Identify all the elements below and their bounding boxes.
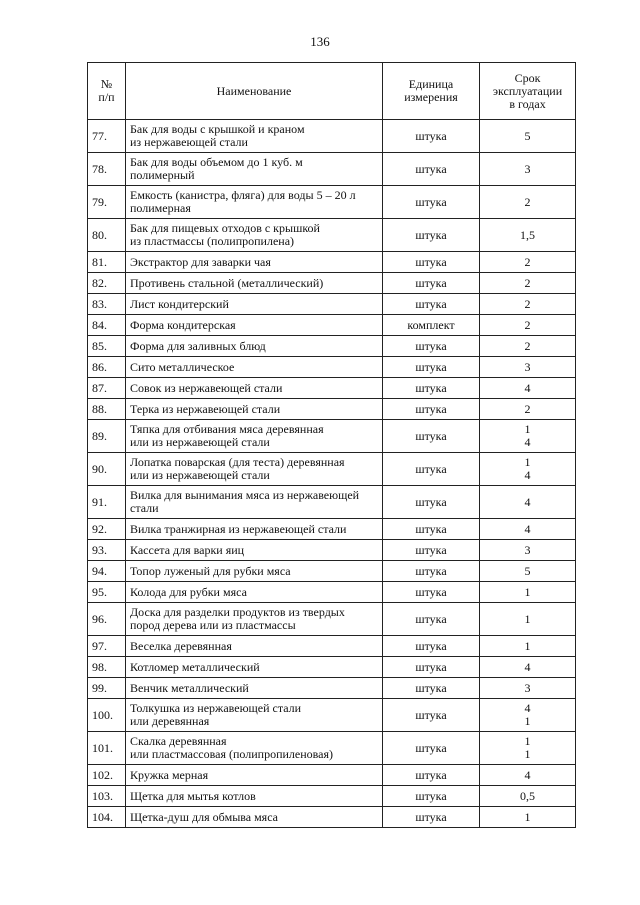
row-number: 88. [88,399,126,420]
item-unit: штука [383,294,480,315]
item-name [126,273,383,294]
service-life-value: 1 [524,734,531,748]
item-service-life [480,315,576,336]
row-number: 78. [88,153,126,186]
item-name-line: из пластмассы (полипропилена) [130,234,295,248]
table-row [88,699,576,732]
item-name-line: или из нержавеющей стали [130,468,270,482]
table-row [88,657,576,678]
item-name [126,294,383,315]
table-row [88,540,576,561]
header-term-line: в годах [509,96,546,111]
item-name-line: Венчик металлический [130,680,249,695]
item-service-life [480,378,576,399]
service-life-value: 4 [524,659,531,674]
service-life-value: 3 [524,161,531,176]
item-name [126,399,383,420]
item-unit: штука [383,519,480,540]
item-service-life [480,582,576,603]
item-service-life [480,219,576,252]
table-row [88,786,576,807]
item-name-line: Кружка мерная [130,767,209,782]
service-life-value: 2 [524,275,531,290]
service-life-value: 5 [524,563,531,578]
service-life-value: 1 [524,638,531,653]
table-row [88,420,576,453]
row-number: 77. [88,120,126,153]
table-body [88,120,576,828]
row-number: 94. [88,561,126,582]
item-service-life [480,636,576,657]
item-name-line: Противень стальной (металлический) [130,275,324,290]
item-name-line: Кассета для варки яиц [130,542,245,557]
item-name [126,153,383,186]
item-unit: штука [383,486,480,519]
header-term-line: эксплуатации [492,83,563,98]
header-unit-line: измерения [404,90,458,104]
row-number: 83. [88,294,126,315]
item-unit: штука [383,378,480,399]
item-unit: штука [383,420,480,453]
item-service-life [480,603,576,636]
table-row [88,519,576,540]
service-life-value: 2 [524,254,531,269]
service-life-value: 0,5 [520,788,535,803]
table-row [88,399,576,420]
item-service-life [480,561,576,582]
item-name [126,732,383,765]
service-life-value: 1 [524,422,531,436]
row-number: 98. [88,657,126,678]
service-life-value: 5 [524,128,531,143]
item-service-life [480,453,576,486]
table-row [88,636,576,657]
service-life-value: 4 [524,521,531,536]
item-unit: штука [383,453,480,486]
item-service-life [480,486,576,519]
item-name [126,519,383,540]
item-service-life [480,252,576,273]
item-name-line: Топор луженый для рубки мяса [130,563,291,578]
item-unit: штука [383,357,480,378]
item-name-line: Тяпка для отбивания мяса деревянная [130,422,324,436]
service-life-value: 2 [524,338,531,353]
row-number: 82. [88,273,126,294]
table-row [88,453,576,486]
service-life-value: 1 [524,584,531,599]
item-name-line: Щетка-душ для обмыва мяса [130,809,278,824]
row-number: 102. [88,765,126,786]
item-name-line: Вилка для вынимания мяса из нержавеющей [130,488,360,502]
item-service-life [480,357,576,378]
item-unit: штука [383,699,480,732]
item-unit: штука [383,636,480,657]
item-unit: штука [383,807,480,828]
table-row [88,765,576,786]
table-row [88,732,576,765]
table-row [88,561,576,582]
item-service-life [480,153,576,186]
table-row [88,582,576,603]
item-name [126,582,383,603]
table-row [88,186,576,219]
item-name [126,420,383,453]
service-life-value: 1 [524,809,531,824]
item-name-line: Щетка для мытья котлов [130,788,256,803]
service-life-value: 4 [524,468,531,482]
item-unit: штука [383,561,480,582]
item-unit: штука [383,657,480,678]
item-name [126,699,383,732]
header-num-line: № [100,77,113,91]
item-name-line: Скалка деревянная [130,734,227,748]
item-service-life [480,765,576,786]
row-number: 100. [88,699,126,732]
table-row [88,315,576,336]
item-unit: штука [383,786,480,807]
item-name-line: стали [130,501,159,515]
item-name [126,765,383,786]
item-name-line: Форма для заливных блюд [130,338,266,353]
row-number: 99. [88,678,126,699]
item-unit: штука [383,273,480,294]
item-name [126,486,383,519]
service-life-value: 4 [524,494,531,509]
service-life-value: 2 [524,401,531,416]
equipment-table [87,62,576,828]
item-unit: штука [383,399,480,420]
item-name [126,807,383,828]
row-number: 101. [88,732,126,765]
service-life-value: 1 [524,455,531,469]
item-name-line: Бак для воды с крышкой и краном [130,122,305,136]
item-name [126,603,383,636]
row-number: 93. [88,540,126,561]
row-number: 95. [88,582,126,603]
item-name-line: Бак для воды объемом до 1 куб. м [130,155,303,169]
item-service-life [480,786,576,807]
item-name [126,219,383,252]
header-name-line: Наименование [216,83,292,98]
item-name [126,252,383,273]
row-number: 85. [88,336,126,357]
item-unit: штука [383,252,480,273]
row-number: 79. [88,186,126,219]
item-name-line: Сито металлическое [130,359,235,374]
service-life-value: 3 [524,542,531,557]
item-name [126,540,383,561]
table-row [88,219,576,252]
table-row [88,252,576,273]
item-unit: штука [383,765,480,786]
table-row [88,336,576,357]
row-number: 92. [88,519,126,540]
table-row [88,153,576,186]
item-service-life [480,519,576,540]
item-unit: штука [383,336,480,357]
item-unit: штука [383,582,480,603]
row-number: 96. [88,603,126,636]
item-service-life [480,399,576,420]
item-name-line: или из нержавеющей стали [130,435,270,449]
service-life-value: 4 [524,767,531,782]
item-service-life [480,540,576,561]
service-life-value: 1 [524,747,531,761]
item-name-line: Котломер металлический [130,659,260,674]
item-name-line: или пластмассовая (полипропиленовая) [130,747,334,761]
header-unit-line: Единица [408,77,454,91]
item-name-line: полимерная [130,201,191,215]
service-life-value: 2 [524,194,531,209]
page-number: 136 [310,34,330,49]
item-service-life [480,732,576,765]
row-number: 91. [88,486,126,519]
row-number: 90. [88,453,126,486]
row-number: 86. [88,357,126,378]
row-number: 80. [88,219,126,252]
item-name [126,378,383,399]
item-unit: штука [383,219,480,252]
item-name-line: полимерный [130,168,195,182]
item-name [126,636,383,657]
service-life-value: 2 [524,296,531,311]
item-unit: штука [383,153,480,186]
item-name [126,357,383,378]
table-row [88,807,576,828]
table-row [88,294,576,315]
service-life-value: 1 [524,714,531,728]
item-unit: штука [383,540,480,561]
row-number: 104. [88,807,126,828]
item-name [126,120,383,153]
item-name [126,453,383,486]
service-life-value: 1,5 [520,227,535,242]
table-header [88,63,576,120]
item-name-line: Доска для разделки продуктов из твердых [130,605,345,619]
table-row [88,273,576,294]
item-name-line: из нержавеющей стали [130,135,248,149]
item-name [126,561,383,582]
item-unit: штука [383,603,480,636]
item-name [126,336,383,357]
item-service-life [480,678,576,699]
item-name-line: или деревянная [130,714,210,728]
item-service-life [480,657,576,678]
table-row [88,603,576,636]
item-name [126,657,383,678]
table-row [88,678,576,699]
item-name-line: Терка из нержавеющей стали [130,401,281,416]
item-name [126,186,383,219]
row-number: 97. [88,636,126,657]
header-num [88,63,126,120]
item-service-life [480,420,576,453]
item-name-line: Бак для пищевых отходов с крышкой [130,221,320,235]
item-name [126,315,383,336]
item-unit: штука [383,732,480,765]
header-term-line: Срок [514,70,541,85]
item-service-life [480,807,576,828]
row-number: 81. [88,252,126,273]
item-unit: комплект [383,315,480,336]
header-num-line: п/п [98,90,115,104]
service-life-value: 4 [524,701,531,715]
item-service-life [480,120,576,153]
service-life-value: 3 [524,680,531,695]
table-row [88,486,576,519]
item-name-line: Веселка деревянная [130,638,232,653]
item-service-life [480,336,576,357]
row-number: 84. [88,315,126,336]
table-row [88,120,576,153]
item-name-line: Лопатка поварская (для теста) деревянная [130,455,345,469]
item-name-line: Толкушка из нержавеющей стали [130,701,302,715]
item-service-life [480,699,576,732]
item-name [126,786,383,807]
item-name-line: Колода для рубки мяса [130,584,247,599]
header-unit [383,63,480,120]
header-term [480,63,576,120]
item-name-line: Емкость (канистра, фляга) для воды 5 – 20 л [130,188,356,202]
item-name-line: пород дерева или из пластмассы [130,618,296,632]
item-name-line: Лист кондитерский [130,296,229,311]
table-row [88,378,576,399]
item-name-line: Экстрактор для заварки чая [130,254,271,269]
service-life-value: 2 [524,317,531,332]
item-unit: штука [383,186,480,219]
item-name-line: Вилка транжирная из нержавеющей стали [130,521,347,536]
row-number: 89. [88,420,126,453]
service-life-value: 4 [524,435,531,449]
service-life-value: 3 [524,359,531,374]
header-name [126,63,383,120]
row-number: 103. [88,786,126,807]
service-life-value: 1 [524,611,531,626]
item-name [126,678,383,699]
item-service-life [480,294,576,315]
item-unit: штука [383,120,480,153]
item-name-line: Совок из нержавеющей стали [130,380,283,395]
item-service-life [480,186,576,219]
service-life-value: 4 [524,380,531,395]
item-name-line: Форма кондитерская [130,317,236,332]
table-row [88,357,576,378]
item-service-life [480,273,576,294]
row-number: 87. [88,378,126,399]
item-unit: штука [383,678,480,699]
